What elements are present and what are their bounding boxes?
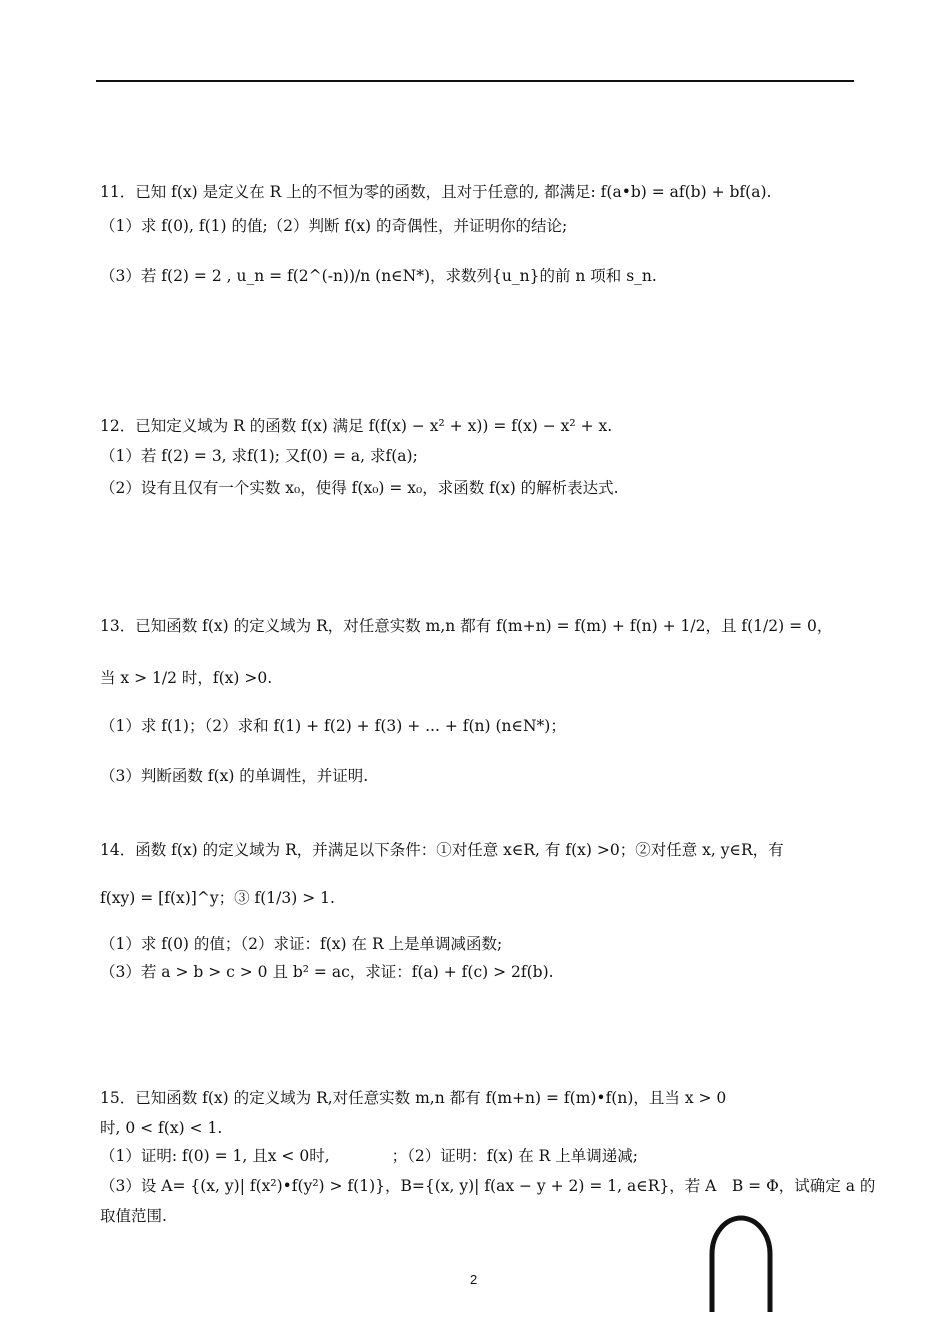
problem-line: f(xy) = [f(x)]^y；③ f(1/3) > 1. (100, 889, 335, 907)
problem-line: 时, 0 < f(x) < 1. (100, 1119, 223, 1137)
problem-line: （3）若 a > b > c > 0 且 b² = ac，求证：f(a) + f(c) > 2f(b). (100, 963, 554, 981)
problem-line: （3）判断函数 f(x) 的单调性，并证明. (100, 767, 369, 785)
intersection-symbol-icon (706, 1212, 776, 1312)
problem-line: （3）若 f(2) = 2 , u_n = f(2^(-n))/n (n∈N*)，求数列{u_n}的前 n 项和 s_n. (100, 267, 657, 285)
problem-line: 11．已知 f(x) 是定义在 R 上的不恒为零的函数，且对于任意的, 都满足: f(a•b) = af(b) + bf(a). (100, 183, 772, 201)
header-rule (96, 80, 854, 82)
problem-line: （1）求 f(1)；（2）求和 f(1) + f(2) + f(3) + ... + f(n) (n∈N*)； (100, 717, 566, 735)
problem-line: （3）设 A= {(x, y)| f(x²)•f(y²) > f(1)}，B={(x, y)| f(ax − y + 2) = 1, a∈R}，若 A B = Φ，试确定 a 的 (100, 1177, 876, 1195)
problem-line: （1）证明: f(0) = 1, 且x < 0时, ；（2）证明：f(x) 在 R 上单调递减; (100, 1147, 638, 1165)
problem-line: （1）求 f(0) 的值；（2）求证：f(x) 在 R 上是单调减函数; (100, 935, 503, 953)
problem-line: （2）设有且仅有一个实数 x₀，使得 f(x₀) = x₀，求函数 f(x) 的解析表达式. (100, 479, 619, 497)
page-number: 2 (470, 1272, 478, 1287)
problem-line: 取值范围. (100, 1207, 167, 1225)
problem-line: 14．函数 f(x) 的定义域为 R，并满足以下条件：①对任意 x∈R, 有 f(x) >0；②对任意 x, y∈R，有 (100, 841, 784, 859)
problem-line: （1）若 f(2) = 3, 求f(1); 又f(0) = a, 求f(a); (100, 447, 418, 465)
problem-line: （1）求 f(0), f(1) 的值;（2）判断 f(x) 的奇偶性，并证明你的结论; (100, 217, 568, 235)
problem-line: 15．已知函数 f(x) 的定义域为 R,对任意实数 m,n 都有 f(m+n) = f(m)•f(n)，且当 x > 0 (100, 1089, 727, 1107)
problem-line: 12．已知定义域为 R 的函数 f(x) 满足 f(f(x) − x² + x)) = f(x) − x² + x. (100, 417, 613, 435)
problem-line: 13．已知函数 f(x) 的定义域为 R，对任意实数 m,n 都有 f(m+n) = f(m) + f(n) + 1/2，且 f(1/2) = 0， (100, 617, 833, 635)
problem-line: 当 x > 1/2 时，f(x) >0. (100, 669, 273, 687)
